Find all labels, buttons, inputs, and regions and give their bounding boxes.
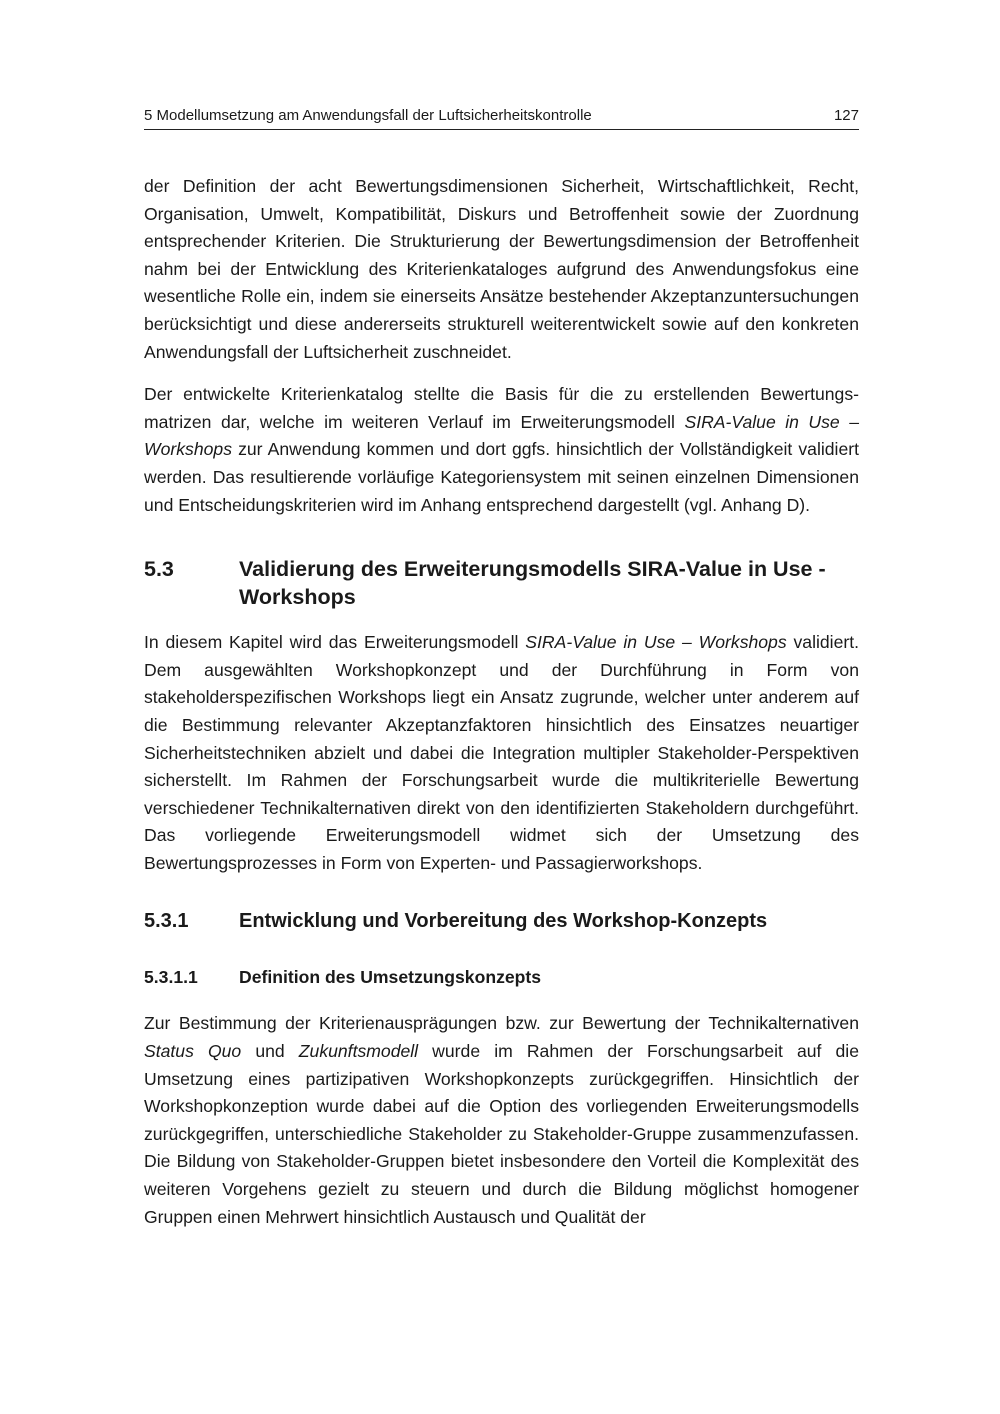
paragraph-3-text-b: validiert. Dem ausgewählten Workshopkonzept und der Durchführung in Form von stakeholderspezifischen Workshops liegt ein Ansatz zugrunde, welcher unter anderem auf die Bestimmung relevanter Akzeptanzfaktoren hinsichtlich des Einsatzes neuartiger Sicherheitstechniken abzielt und dabei die Integration multipler Stakeholder-Perspektiven sicherstellt. Im Rahmen der Forschungsarbeit wurde die multikriterielle Bewertung verschiedener Technikalternativen direkt von den identifizierten Stakeholdern durchgeführt. Das vorliegende Erweiterungsmodell widmet sich der Umsetzung des Bewertungsprozesses in Form von Experten- und Passagierworkshops. [144,632,859,873]
section-title: Definition des Umsetzungskonzepts [239,967,542,988]
paragraph-4-text-c: wurde im Rahmen der Forschungsarbeit auf die Umsetzung eines partizipativen Workshopkonzepts zurückgegriffen. Hinsichtlich der Workshopkonzeption wurde dabei auf die Option des vorliegenden Erweiterungsmodells zurückgegriffen, unterschiedliche Stakeholder zu Stakeholder-Gruppe zusammenzufassen. Die Bildung von Stakeholder-Gruppen bietet insbesondere den Vorteil die Komplexität des weiteren Vorgehens gezielt zu steuern und durch die Bildung möglichst homogener Gruppen einen Mehrwert hinsichtlich Austausch und Qualität der [144,1041,860,1227]
section-5-3-1-1-heading [144,963,859,991]
section-number: 5.3 [144,557,174,582]
body-text [144,173,859,1231]
paragraph-4 [144,1010,859,1231]
status-quo-italic: Status Quo [144,1041,242,1062]
section-5-3-heading [144,555,859,611]
paragraph-4-text-a: Zur Bestimmung der Kriterienausprägungen bzw. zur Bewertung der Technikalternativen [144,1013,859,1034]
paragraph-2-text-a: Der entwickelte Kriterienkatalog stellte die Basis für die zu erstellenden Bewertungsmatrizen dar, welche im weiteren Verlauf im Erweiterungsmodell [144,384,859,432]
running-header [144,106,859,130]
zukunftsmodell-italic: Zukunftsmodell [298,1041,419,1062]
paragraph-4-text-b: und [241,1041,299,1062]
paragraph-3-text-a: In diesem Kapitel wird das Erweiterungsmodell [144,632,526,653]
chapter-title: 5 Modellumsetzung am Anwendungsfall der Luftsicherheitskontrolle [144,107,592,124]
paragraph-2-text-b: zur Anwendung kommen und dort ggfs. hinsichtlich der Vollständigkeit validiert werden. Das resultierende vorläufige Kategoriensystem mit seinen einzelnen Dimensionen und Entscheidungskriterien wird im Anhang entsprechend dargestellt (vgl. Anhang D). [144,439,859,515]
page-number: 127 [833,107,859,124]
section-number: 5.3.1 [144,910,189,933]
section-number: 5.3.1.1 [144,967,198,988]
paragraph-1: der Definition der acht Bewertungsdimensionen Sicherheit, Wirtschaftlichkeit, Recht, Organisation, Umwelt, Kompatibilität, Diskurs und Betroffenheit sowie der Zuordnung entsprechender Kriterien. Die Strukturierung der Bewertungsdimension der Betroffenheit nahm bei der Entwicklung des Kriterienkataloges aufgrund des Anwendungsfokus eine wesentliche Rolle ein, indem sie einerseits Ansätze bestehender Akzeptanzuntersuchungen berücksichtigt und diese andererseits strukturell weiterentwickelt sowie auf den konkreten Anwendungsfall der Luftsicherheit zuschneidet. [144,176,859,362]
section-title: Validierung des Erweiterungsmodells SIRA-Value in Use - Workshops [239,557,826,610]
paragraph-3 [144,629,859,877]
model-name-italic: SIRA-Value in Use – Workshops [144,411,859,460]
model-name-italic: SIRA-Value in Use – Workshops [525,632,787,653]
paragraph-2 [144,381,859,519]
page [144,106,859,1231]
section-5-3-1-heading [144,907,859,935]
section-title: Entwicklung und Vorbereitung des Workshop-Konzepts [239,910,768,933]
